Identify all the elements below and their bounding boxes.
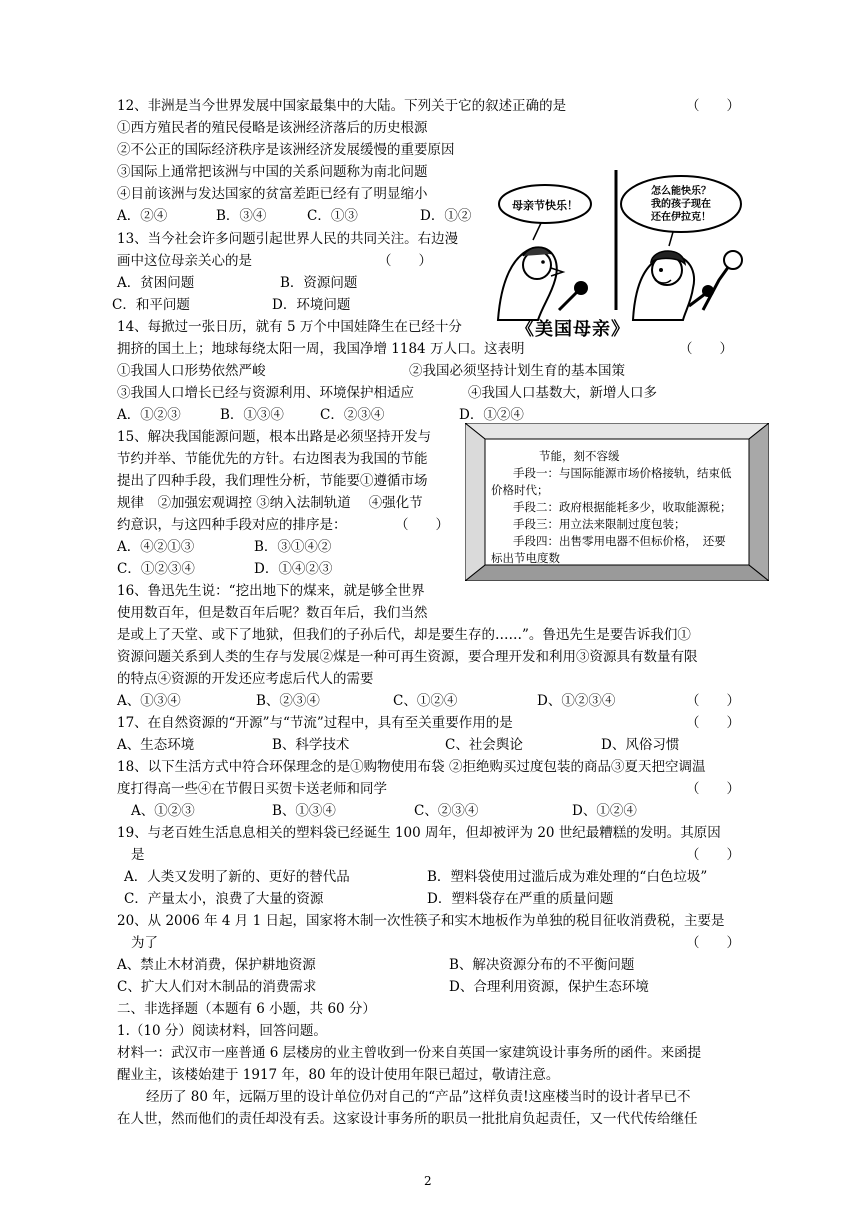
q20-option-c: C、扩大人们对木制品的消费需求 (117, 979, 317, 995)
material1-line1: 材料一：武汉市一座普通 6 层楼房的业主曾收到一份来自英国一家建筑设计事务所的函件。来函提 (117, 1045, 702, 1061)
q16-option-a: A、①③④ (117, 693, 181, 709)
q17-stem: 17、在自然资源的“开源”与“节流”过程中，具有至关重要作用的是 (117, 715, 513, 731)
energy-box-line6: 标出节电度数 (491, 551, 560, 565)
q15-stem-line3: 提出了四种手段，我们理性分析，节能要①遵循市场 (117, 473, 428, 489)
q12-option-a: A．②④ (117, 208, 168, 224)
energy-box-line1: 手段一：与国际能源市场价格接轨，结束低 (513, 466, 732, 480)
q15-option-d: D．①④②③ (254, 561, 333, 577)
material1-line4: 在人世，然而他们的责任却没有丢。这家设计事务所的职员一批批肩负起责任，又一代代传给继任 (117, 1111, 698, 1127)
q15-answer-paren: （ ） (395, 517, 449, 533)
q16-option-d: D、①②③④ (537, 693, 616, 709)
q14-option-c: C．②③④ (320, 407, 385, 423)
page-number: 2 (424, 1174, 432, 1188)
q12-option-b: B．③④ (216, 208, 267, 224)
cartoon-title: 《美国母亲》 (516, 319, 630, 340)
q19-stem-line2: 是 (131, 847, 145, 863)
q13-option-d: D．环境问题 (272, 297, 351, 313)
q12-stem: 12、非洲是当今世界发展中国家最集中的大陆。下列关于它的叙述正确的是 (117, 98, 567, 114)
q20-stem-line2: 为了 (131, 935, 158, 951)
material1-line2: 醒业主，该楼始建于 1917 年，80 年的设计使用年限已超过，敬请注意。 (117, 1067, 560, 1083)
q12-option-d: D．①② (420, 208, 472, 224)
q12-item-3: ③国际上通常把该洲与中国的关系问题称为南北问题 (117, 164, 428, 180)
cartoon-right-bubble-line1: 怎么能快乐？ (651, 186, 711, 197)
energy-box-line3: 手段二：政府根据能耗多少，收取能源税； (513, 500, 732, 514)
q15-stem-line4: 规律 ②加强宏观调控 ③纳入法制轨道 ④强化节 (117, 495, 423, 511)
energy-box-line5: 手段四：出售零用电器不但标价格， 还要 (513, 534, 726, 548)
q16-option-c: C、①②④ (393, 693, 458, 709)
section2-heading: 二、非选择题（本题有 6 小题，共 60 分） (117, 1001, 376, 1017)
cartoon-right-bubble-line3: 还在伊拉克！ (651, 212, 711, 223)
q15-stem-line2: 节约并举、节能优先的方针。右边图表为我国的节能 (117, 451, 428, 467)
q17-option-c: C、社会舆论 (445, 737, 523, 753)
q13-option-c: C．和平问题 (112, 297, 190, 313)
cartoon-left-bubble: 母亲节快乐！ (512, 199, 578, 212)
q17-option-d: D、风俗习惯 (601, 737, 680, 753)
q14-item-2: ②我国必须坚持计划生育的基本国策 (409, 363, 625, 379)
q12-item-4: ④目前该洲与发达国家的贫富差距已经有了明显缩小 (117, 186, 428, 202)
q14-item-3: ③我国人口增长已经与资源利用、环境保护相适应 (117, 385, 414, 401)
q17-answer-paren: （ ） (686, 715, 740, 731)
q19-option-b: B．塑料袋使用过滥后成为难处理的“白色垃圾” (427, 869, 708, 885)
q15-stem-line5: 约意识，与这四种手段对应的排序是： (117, 517, 347, 533)
q20-stem-line1: 20、从 2006 年 4 月 1 日起，国家将木制一次性筷子和实木地板作为单独的税目征收消费税，主要是 (117, 913, 725, 929)
q14-option-a: A．①②③ (117, 407, 181, 423)
q12-item-1: ①西方殖民者的殖民侵略是该洲经济落后的历史根源 (117, 120, 428, 136)
q17-option-a: A、生态环境 (117, 737, 195, 753)
q15-option-c: C．①②③④ (117, 561, 195, 577)
q18-option-a: A、①②③ (131, 803, 195, 819)
q13-answer-paren: （ ） (378, 253, 432, 269)
q20-option-d: D、合理利用资源，保护生态环境 (449, 979, 649, 995)
q16-stem-line1: 16、鲁迅先生说：“挖出地下的煤来，就是够全世界 (117, 583, 425, 599)
q16-stem-line2: 使用数百年，但是数百年后呢？数百年后，我们当然 (117, 605, 428, 621)
q13-stem-line1: 13、当今社会许多问题引起世界人民的共同关注。右边漫 (117, 231, 459, 247)
q18-option-c: C、②③④ (414, 803, 479, 819)
q14-stem-line1: 14、每掀过一张日历，就有 5 万个中国娃降生在已经十分 (117, 319, 462, 335)
q13-option-b: B．资源问题 (280, 275, 358, 291)
material1-line3: 经历了 80 年，远隔万里的设计单位仍对自己的“产品”这样负责!这座楼当时的设计者早已不 (146, 1089, 691, 1105)
q14-option-b: B．①③④ (220, 407, 284, 423)
q18-stem-line2: 度打得高一些④在节假日买贺卡送老师和同学 (117, 781, 387, 797)
q12-option-c: C．①③ (307, 208, 358, 224)
q20-option-b: B、解决资源分布的不平衡问题 (449, 957, 635, 973)
q18-option-d: D、①②④ (572, 803, 637, 819)
q20-answer-paren: （ ） (686, 935, 740, 951)
q14-item-4: ④我国人口基数大，新增人口多 (468, 385, 657, 401)
q14-answer-paren: （ ） (679, 341, 733, 357)
q14-option-d: D．①②④ (459, 407, 524, 423)
q14-item-1: ①我国人口形势依然严峻 (117, 363, 266, 379)
q12-answer-paren: （ ） (686, 98, 740, 114)
q16-stem-line3: 是或上了天堂、或下了地狱，但我们的子孙后代，却是要生存的……”。鲁迅先生是要告诉我们① (117, 627, 691, 643)
section2-q1: 1.（10 分）阅读材料，回答问题。 (117, 1023, 327, 1039)
q15-option-b: B．③①④② (254, 539, 332, 555)
q18-option-b: B、①③④ (272, 803, 336, 819)
q15-option-a: A．④②①③ (117, 539, 195, 555)
q12-item-2: ②不公正的国际经济秩序是该洲经济发展缓慢的重要原因 (117, 142, 455, 158)
q13-option-a: A．贫困问题 (117, 275, 195, 291)
q20-option-a: A、禁止木材消费，保护耕地资源 (117, 957, 316, 973)
q14-stem-line2: 拥挤的国土上；地球每绕太阳一周，我国净增 1184 万人口。这表明 (117, 341, 525, 357)
q18-stem-line1: 18、以下生活方式中符合环保理念的是①购物使用布袋 ②拒绝购买过度包装的商品③夏天把空调温 (117, 759, 706, 775)
energy-box-line2: 价格时代； (491, 483, 549, 497)
q16-answer-paren: （ ） (686, 693, 740, 709)
q17-option-b: B、科学技术 (272, 737, 350, 753)
q16-stem-line5: 的特点④资源的开发还应考虑后代人的需要 (117, 671, 374, 687)
energy-box-title: 节能，刻不容缓 (539, 449, 620, 463)
energy-box-line4: 手段三：用立法来限制过度包装； (513, 517, 686, 531)
q19-answer-paren: （ ） (686, 847, 740, 863)
q19-option-a: A．人类又发明了新的、更好的替代品 (124, 869, 350, 885)
q15-stem-line1: 15、解决我国能源问题，根本出路是必须坚持开发与 (117, 429, 432, 445)
q16-stem-line4: 资源问题关系到人类的生存与发展②煤是一种可再生资源，要合理开发和利用③资源具有数量有限 (117, 649, 698, 665)
q19-option-d: D．塑料袋存在严重的质量问题 (427, 891, 614, 907)
q19-option-c: C．产量太小，浪费了大量的资源 (124, 891, 324, 907)
q18-answer-paren: （ ） (686, 781, 740, 797)
q13-stem-line2: 画中这位母亲关心的是 (117, 253, 252, 269)
q19-stem-line1: 19、与老百姓生活息息相关的塑料袋已经诞生 100 周年，但却被评为 20 世纪最糟糕的发明。其原因 (117, 825, 721, 841)
cartoon-right-bubble-line2: 我的孩子现在 (651, 199, 711, 210)
q16-option-b: B、②③④ (256, 693, 320, 709)
energy-saving-box (465, 423, 769, 581)
